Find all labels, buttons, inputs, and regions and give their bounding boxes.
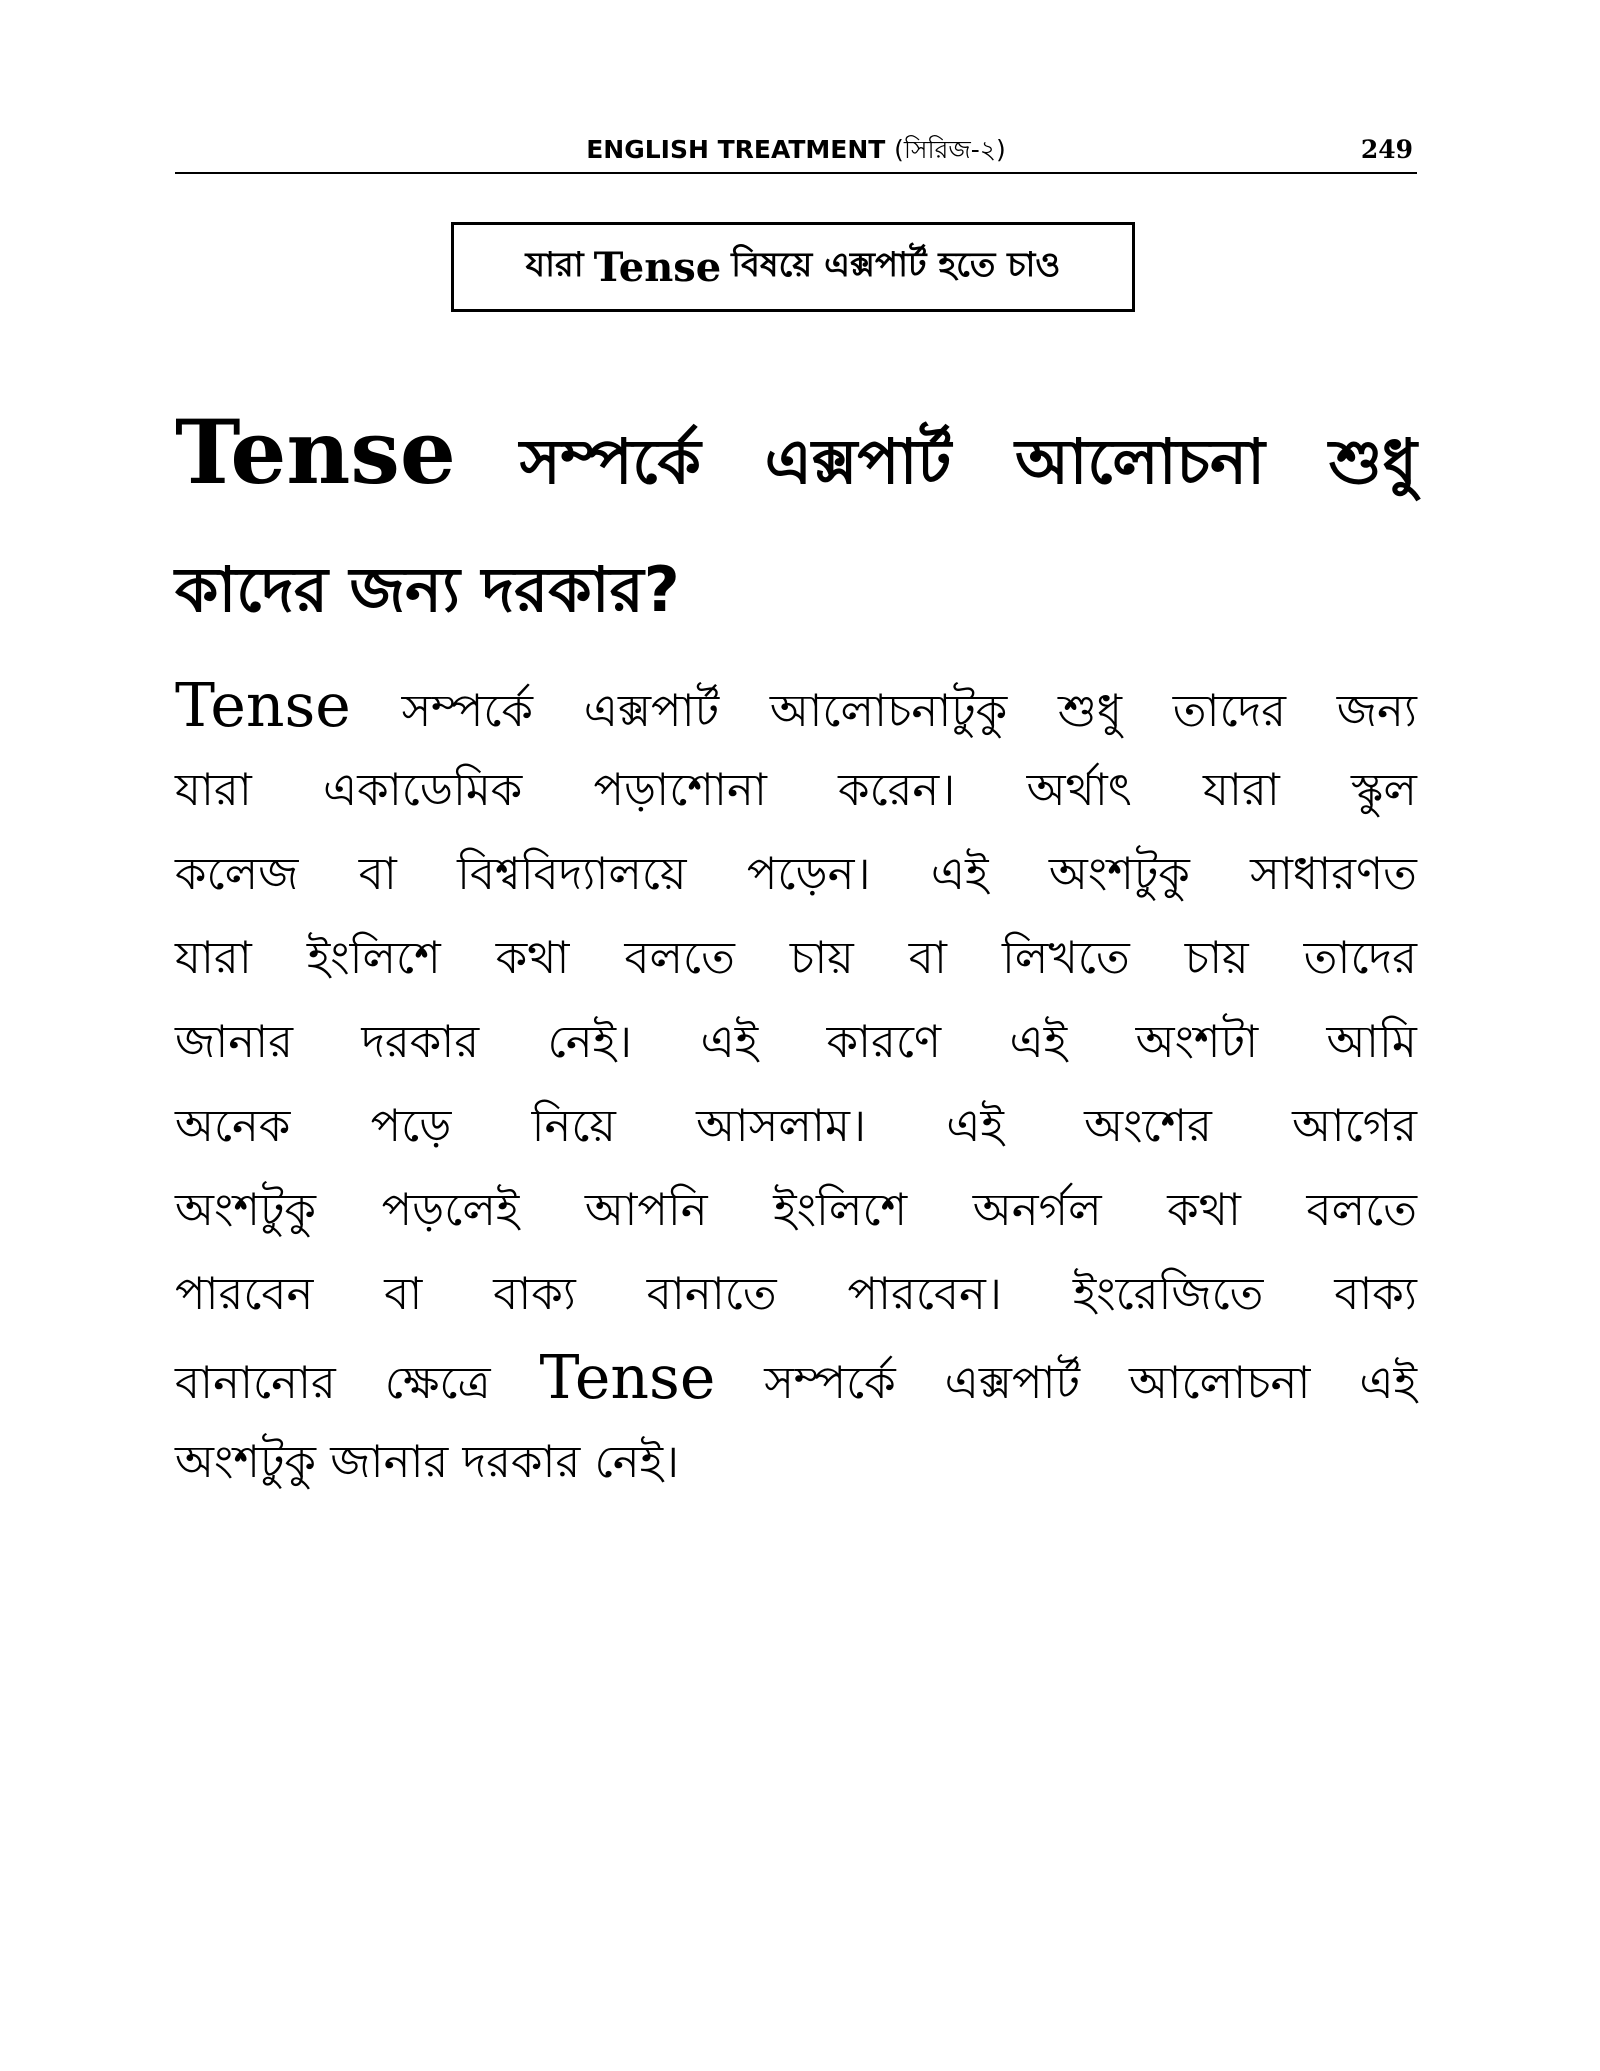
paragraph-line <box>175 1420 1417 1504</box>
paragraph-word: আসলাম। <box>696 1099 867 1152</box>
paragraph-word: বানানোর <box>175 1356 336 1409</box>
paragraph-word: অংশটুকু <box>1048 847 1190 900</box>
paragraph-word: এই <box>930 847 989 900</box>
paragraph-word: Tense <box>175 671 351 741</box>
paragraph-word: অংশটা <box>1135 1015 1259 1068</box>
paragraph-word: যারা <box>1203 763 1280 816</box>
paragraph-word: পড়াশোনা <box>593 763 767 816</box>
paragraph-word: শুধু <box>1058 684 1122 737</box>
paragraph-word: অনর্গল <box>972 1183 1102 1236</box>
paragraph-word: একাডেমিক <box>322 763 523 816</box>
paragraph-word: বা <box>908 931 947 984</box>
paragraph-word: ইংলিশে <box>306 931 441 984</box>
paragraph-word: দরকার <box>361 1015 480 1068</box>
paragraph-word: আলোচনা <box>1129 1356 1311 1409</box>
paragraph-word: বানাতে <box>646 1267 777 1320</box>
paragraph-word: এই <box>946 1099 1004 1152</box>
paragraph-word: তাদের <box>1303 931 1417 984</box>
main-heading-line-2: কাদের জন্য দরকার? <box>175 553 680 626</box>
header-title <box>175 132 1417 168</box>
paragraph-line <box>175 1084 1417 1168</box>
paragraph-word: সম্পর্কে <box>764 1356 896 1409</box>
paragraph-last-line: অংশটুকু জানার দরকার নেই। <box>175 1435 680 1488</box>
paragraph-line <box>175 832 1417 916</box>
paragraph-word: পারবেন। <box>847 1267 1002 1320</box>
header-title-series: (সিরিজ-২) <box>894 135 1006 164</box>
paragraph-word: আপনি <box>584 1183 708 1236</box>
paragraph-word: স্কুল <box>1350 763 1417 816</box>
section-title-box <box>451 222 1135 312</box>
paragraph-line <box>175 1252 1417 1336</box>
paragraph-word: বিশ্ববিদ্যালয়ে <box>457 847 687 900</box>
paragraph-word: পারবেন <box>175 1267 314 1320</box>
header-title-english: ENGLISH TREATMENT <box>586 135 886 164</box>
paragraph-word: সাধারণত <box>1250 847 1417 900</box>
heading-word: আলোচনা <box>1015 425 1265 498</box>
section-title-tense: Tense <box>593 243 722 291</box>
paragraph-word: এই <box>1009 1015 1068 1068</box>
heading-word: সম্পর্কে <box>519 425 701 498</box>
paragraph-word: এই <box>1359 1356 1417 1409</box>
paragraph-word: আগের <box>1292 1099 1417 1152</box>
body-paragraph <box>175 664 1417 1504</box>
paragraph-word: পড়ে <box>370 1099 452 1152</box>
paragraph-word: কারণে <box>826 1015 942 1068</box>
heading-word: Tense <box>175 400 456 504</box>
heading-word: শুধু <box>1328 425 1417 498</box>
paragraph-word: আলোচনাটুকু <box>769 684 1008 737</box>
paragraph-word: পড়েন। <box>746 847 871 900</box>
paragraph-word: ইংরেজিতে <box>1072 1267 1264 1320</box>
paragraph-word: কলেজ <box>175 847 299 900</box>
paragraph-word: এক্সপার্ট <box>944 1356 1081 1409</box>
main-heading <box>175 388 1417 654</box>
paragraph-word: এই <box>700 1015 759 1068</box>
paragraph-word: বা <box>384 1267 423 1320</box>
paragraph-word: চায় <box>789 931 854 984</box>
paragraph-word: অংশটুকু <box>175 1183 316 1236</box>
paragraph-word: বলতে <box>1306 1183 1417 1236</box>
paragraph-word: পড়লেই <box>381 1183 520 1236</box>
paragraph-word: জানার <box>175 1015 293 1068</box>
paragraph-word: নেই। <box>547 1015 633 1068</box>
section-title-suffix: বিষয়ে এক্সপার্ট হতে চাও <box>731 244 1061 285</box>
paragraph-word: অর্থাৎ <box>1026 763 1132 816</box>
paragraph-word: কথা <box>495 931 570 984</box>
paragraph-word: আমি <box>1326 1015 1417 1068</box>
paragraph-word: বাক্য <box>493 1267 576 1320</box>
paragraph-word: চায় <box>1184 931 1249 984</box>
paragraph-line <box>175 748 1417 832</box>
paragraph-word: অনেক <box>175 1099 291 1152</box>
paragraph-word: যারা <box>175 763 252 816</box>
paragraph-line <box>175 664 1417 748</box>
paragraph-word: কথা <box>1167 1183 1241 1236</box>
main-heading-line-1 <box>175 388 1417 526</box>
document-page <box>175 0 1417 2071</box>
paragraph-word: লিখতে <box>1001 931 1130 984</box>
paragraph-word: এক্সপার্ট <box>583 684 720 737</box>
paragraph-word: যারা <box>175 931 252 984</box>
paragraph-word: বাক্য <box>1334 1267 1417 1320</box>
paragraph-line <box>175 1336 1417 1420</box>
section-title-prefix: যারা <box>525 244 584 285</box>
paragraph-word: জন্য <box>1336 684 1417 737</box>
paragraph-word: Tense <box>539 1343 716 1413</box>
running-header <box>175 132 1417 174</box>
paragraph-word: ইংলিশে <box>773 1183 908 1236</box>
paragraph-word: অংশের <box>1084 1099 1212 1152</box>
paragraph-word: সম্পর্কে <box>401 684 533 737</box>
paragraph-word: করেন। <box>838 763 956 816</box>
paragraph-line <box>175 916 1417 1000</box>
paragraph-line <box>175 1000 1417 1084</box>
paragraph-word: নিয়ে <box>531 1099 616 1152</box>
heading-word: এক্সপার্ট <box>764 425 952 498</box>
page-number: 249 <box>1360 135 1413 164</box>
paragraph-word: ক্ষেত্রে <box>384 1356 491 1409</box>
paragraph-line <box>175 1168 1417 1252</box>
paragraph-word: তাদের <box>1172 684 1287 737</box>
paragraph-word: বা <box>358 847 397 900</box>
paragraph-word: বলতে <box>624 931 735 984</box>
